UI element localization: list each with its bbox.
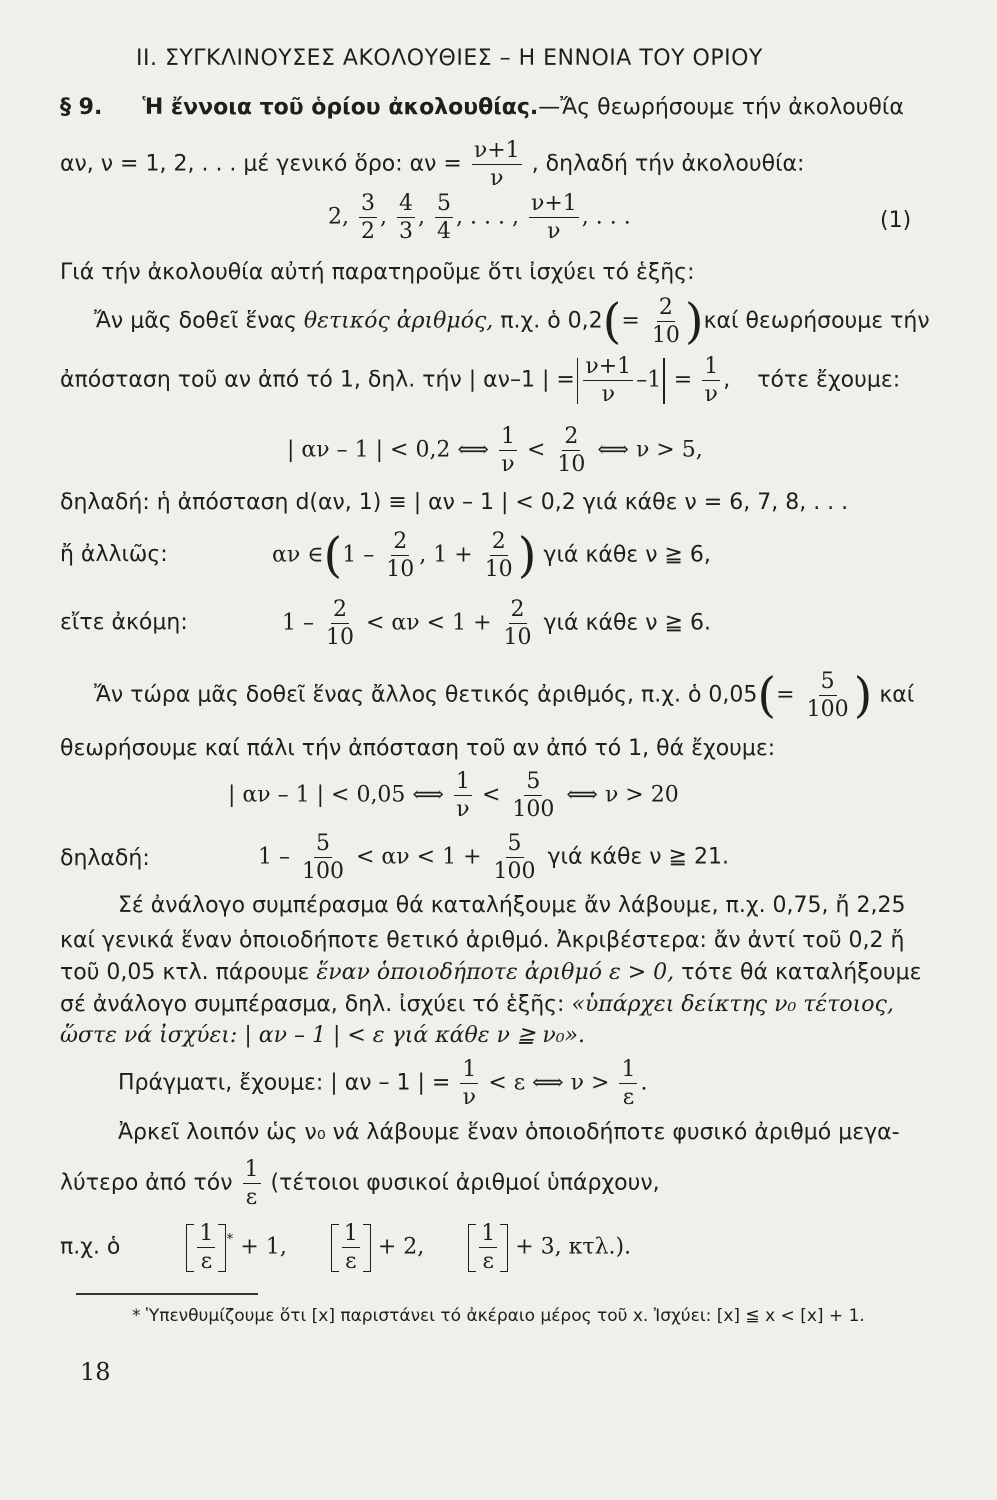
paragraph-line-1: Σέ ἀνάλογο συμπέρασμα θά καταλήξουμε ἄν λάβουμε, π.χ. 0,75, ἤ 2,25 xyxy=(118,893,906,918)
distance-line: ἀπόσταση τοῦ αν ἀπό τό 1, δηλ. τήν | αν–1 | = $\frac{\nu+1}{\nu}$ –1 = $\frac{1}{\nu}$ , τότε ἔχουμε: xyxy=(60,354,901,408)
bounds-005-formula: 1 – $\frac{5}{100}$ < αν < 1 + $\frac{5}{100}$ γιά κάθε ν ≧ 21. xyxy=(258,831,729,885)
page-number: 18 xyxy=(80,1358,111,1386)
general-term-text: αν, ν = 1, 2, . . . μέ γενικό ὅρο: αν = xyxy=(60,151,462,177)
general-term-tail: , δηλαδή τήν ἀκολουθία: xyxy=(531,151,805,177)
section-intro: —Ἄς θεωρήσουμε τήν ἀκολουθία xyxy=(538,95,904,120)
observation-line: Γιά τήν ἀκολουθία αὐτή παρατηροῦμε ὅτι ἰσχύει τό ἑξῆς: xyxy=(60,260,695,285)
inequality-02: | αν – 1 | < 0,2 ⟺ $\frac{1}{\nu}$ < $\frac{2}{10}$ ⟺ ν > 5, xyxy=(287,424,703,478)
general-term-line xyxy=(60,139,804,190)
paragraph-line-3: τοῦ 0,05 κτλ. πάρουμε ἕναν ὁποιοδήποτε ἀριθμό ε > 0, τότε θά καταλήξουμε xyxy=(60,960,922,985)
that-is-label: δηλαδή: xyxy=(60,846,150,871)
section-heading-line xyxy=(60,97,904,119)
bounds-02-formula: 1 – $\frac{2}{10}$ < αν < 1 + $\frac{2}{10}$ γιά κάθε ν ≧ 6. xyxy=(282,597,711,651)
paragraph-line-5: ὥστε νά ἰσχύει: | αν – 1 | < ε γιά κάθε ν ≧ ν₀». xyxy=(60,1023,585,1048)
indeed-line: Πράγματι, ἔχουμε: | αν – 1 | = $\frac{1}{\nu}$ < ε ⟺ ν > $\frac{1}{\varepsilon}$ . xyxy=(118,1057,648,1111)
interval-formula: αν ∈(1 – $\frac{2}{10}$ , 1 + $\frac{2}{10}$ ) γιά κάθε ν ≧ 6, xyxy=(272,527,711,584)
suffices-line: Ἀρκεῖ λοιπόν ὡς ν₀ νά λάβουμε ἕναν ὁποιοδήποτε φυσικό ἀριθμό μεγα- xyxy=(118,1120,900,1145)
given-positive-line: Ἄν μᾶς δοθεῖ ἕνας θετικός ἀριθμός, π.χ. ὁ 0,2(= $\frac{2}{10}$ )καί θεωρήσουμε τήν xyxy=(94,293,930,350)
footnote-divider xyxy=(76,1293,258,1295)
paragraph-line-4: σέ ἀνάλογο συμπέρασμα, δηλ. ἰσχύει τό ἑξῆς: «ὑπάρχει δείκτης ν₀ τέτοιος, xyxy=(60,992,894,1017)
greater-than-line: λύτερο ἀπό τόν $\frac{1}{\varepsilon}$ (τέτοιοι φυσικοί ἀριθμοί ὑπάρχουν, xyxy=(60,1157,660,1211)
page-header: II. ΣΥΓΚΛΙΝΟΥΣΕΣ ΑΚΟΛΟΥΘΙΕΣ – Η ΕΝΝΟΙΑ ΤΟΥ ΟΡΙΟΥ xyxy=(136,46,763,71)
distance-conclusion: δηλαδή: ἡ ἀπόσταση d(αν, 1) ≡ | αν – 1 | < 0,2 γιά κάθε ν = 6, 7, 8, . . . xyxy=(60,490,849,515)
equation-number: (1) xyxy=(880,208,912,233)
another-positive-line: Ἄν τώρα μᾶς δοθεῖ ἕνας ἄλλος θετικός ἀριθμός, π.χ. ὁ 0,05(= $\frac{5}{100}$ ) καί xyxy=(94,667,915,724)
distance-again-line: θεωρήσουμε καί πάλι τήν ἀπόσταση τοῦ αν ἀπό τό 1, θά ἔχουμε: xyxy=(60,736,776,761)
footnote: * Ὑπενθυμίζουμε ὅτι [x] παριστάνει τό ἀκέραιο μέρος τοῦ x. Ἰσχύει: [x] ≦ x < [x] + 1. xyxy=(132,1306,865,1326)
paragraph-line-2: καί γενικά ἕναν ὁποιοδήποτε θετικό ἀριθμό. Ἀκριβέστερα: ἄν ἀντί τοῦ 0,2 ἤ xyxy=(60,928,905,953)
alternative-label: ἤ ἀλλιῶς: xyxy=(60,542,168,567)
or-even-label: εἴτε ἀκόμη: xyxy=(60,610,188,635)
sequence-formula: 2, $\frac{3}{2}$ , $\frac{4}{3}$ , $\frac{5}{4}$ , . . . , $\frac{\nu+1}{\nu}$ , . . . xyxy=(328,191,631,245)
fraction-general-term: $\frac{\nu+1}{\nu}$ xyxy=(473,138,520,192)
section-number: § 9. xyxy=(60,95,103,120)
example-line: π.χ. ὁ $\frac{1}{\varepsilon}$ * + 1, $\frac{1}{\varepsilon}$ + 2, $\frac{1}{\varepsilon}$ + 3, κτλ.). xyxy=(60,1221,632,1275)
inequality-005: | αν – 1 | < 0,05 ⟺ $\frac{1}{\nu}$ < $\frac{5}{100}$ ⟺ ν > 20 xyxy=(228,769,679,823)
section-title: Ἡ ἔννοια τοῦ ὁρίου ἀκολουθίας. xyxy=(142,95,539,120)
